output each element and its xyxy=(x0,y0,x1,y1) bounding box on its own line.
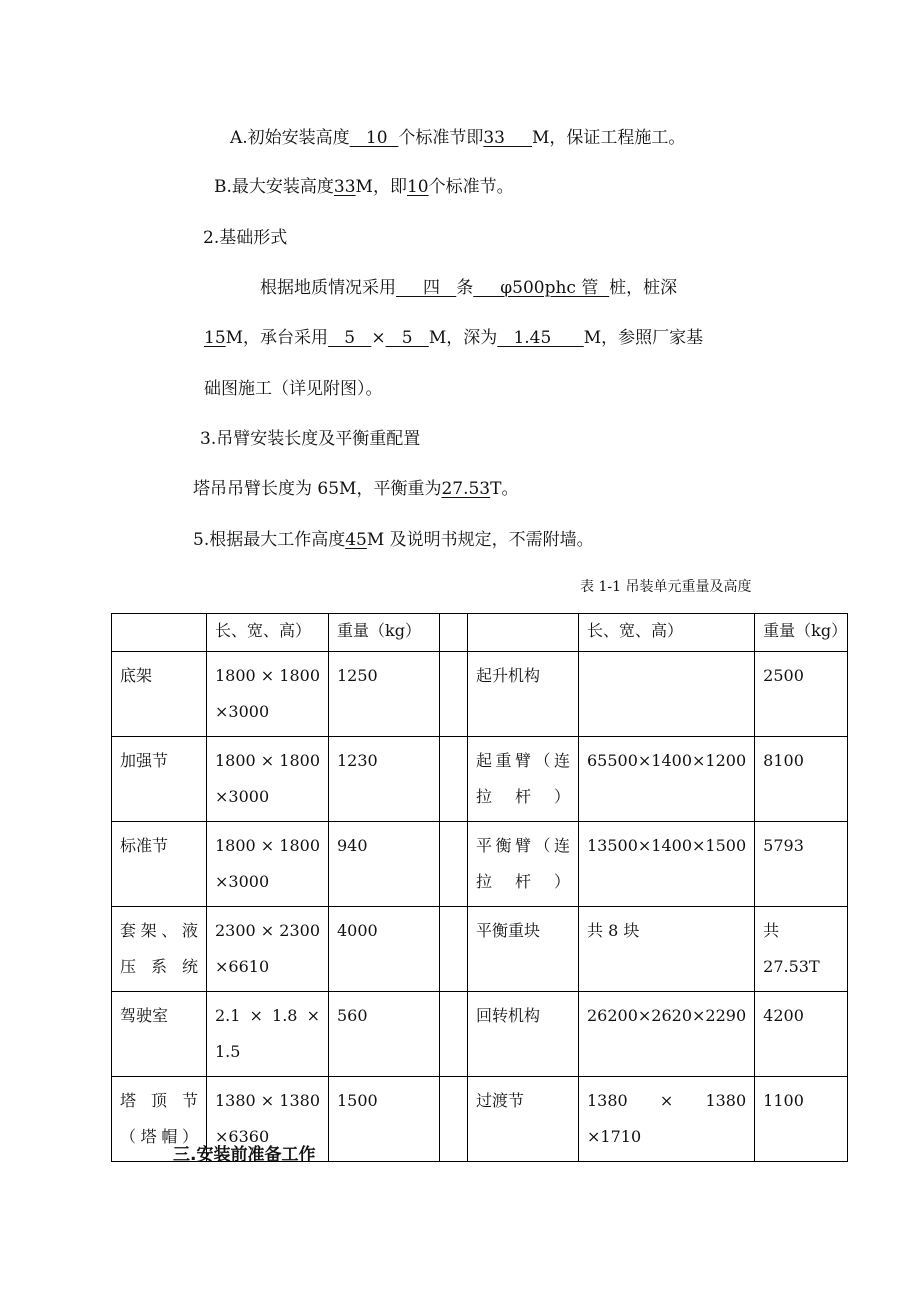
paragraph-foundation-line1 xyxy=(260,276,677,300)
underlined-value: 33 xyxy=(333,177,356,197)
text: M，即 xyxy=(355,177,407,197)
table-row xyxy=(112,652,848,737)
text: 塔吊吊臂长度为 65M，平衡重为 xyxy=(193,479,442,499)
text: T。 xyxy=(490,479,519,499)
text: 个标准节即 xyxy=(398,128,484,148)
paragraph-initial-height xyxy=(230,126,685,150)
table-row xyxy=(112,822,848,907)
table-row xyxy=(112,992,848,1077)
table-cell xyxy=(440,822,468,907)
table-cell: 13500×1400×1500 xyxy=(579,822,755,907)
table-cell xyxy=(579,652,755,737)
underlined-value: 1.45 xyxy=(497,328,584,348)
table-row xyxy=(112,737,848,822)
header-cell xyxy=(468,614,579,652)
table-cell: 5793 xyxy=(755,822,848,907)
underlined-value: 10 xyxy=(406,177,429,197)
table-cell: 加强节 xyxy=(112,737,207,822)
table-cell: 平衡重块 xyxy=(468,907,579,992)
table-cell: 2300 × 2300 ×6610 xyxy=(207,907,329,992)
table-cell: 2500 xyxy=(755,652,848,737)
header-cell: 重量（kg） xyxy=(329,614,440,652)
table-cell: 940 xyxy=(329,822,440,907)
lifting-unit-table xyxy=(111,613,848,1162)
text: M 及说明书规定，不需附墙。 xyxy=(366,530,594,550)
text: M，保证工程施工。 xyxy=(532,128,686,148)
heading-jib-config: 3.吊臂安装长度及平衡重配置 xyxy=(200,429,421,449)
text: × xyxy=(371,328,386,348)
table-cell: 1800 × 1800 ×3000 xyxy=(207,822,329,907)
underlined-value: φ500phc 管 xyxy=(473,278,610,298)
table-cell: 1800 × 1800 ×3000 xyxy=(207,652,329,737)
header-cell: 长、宽、高） xyxy=(207,614,329,652)
header-cell xyxy=(440,614,468,652)
paragraph-foundation-line3: 础图施工（详见附图）。 xyxy=(204,379,383,399)
heading-foundation: 2.基础形式 xyxy=(203,228,288,248)
underlined-value: 10 xyxy=(349,128,399,148)
table-cell: 共 8 块 xyxy=(579,907,755,992)
text: M，承台采用 xyxy=(225,328,329,348)
text: M，参照厂家基 xyxy=(583,328,704,348)
text: M，深为 xyxy=(428,328,498,348)
paragraph-wall-tie xyxy=(193,528,594,552)
table-cell: 塔 顶 节（塔帽） xyxy=(112,1077,207,1162)
table-cell: 8100 xyxy=(755,737,848,822)
table-cell: 1250 xyxy=(329,652,440,737)
table-cell: 过渡节 xyxy=(468,1077,579,1162)
table-cell: 4000 xyxy=(329,907,440,992)
table-cell: 1380 × 1380 ×6360 xyxy=(207,1077,329,1162)
table-cell xyxy=(440,907,468,992)
header-cell: 重量（kg） xyxy=(755,614,848,652)
underlined-value: 15 xyxy=(204,328,226,348)
table-cell: 驾驶室 xyxy=(112,992,207,1077)
table-cell: 底架 xyxy=(112,652,207,737)
text: B.最大安装高度 xyxy=(214,177,334,197)
underlined-value: 5 xyxy=(385,328,429,348)
table-cell: 1500 xyxy=(329,1077,440,1162)
table-cell xyxy=(440,992,468,1077)
table-cell: 1230 xyxy=(329,737,440,822)
table-cell xyxy=(440,652,468,737)
table-cell: 4200 xyxy=(755,992,848,1077)
table-cell: 起升机构 xyxy=(468,652,579,737)
table-cell: 560 xyxy=(329,992,440,1077)
paragraph-jib-length xyxy=(193,477,518,501)
section-title: 三.安装前准备工作 xyxy=(173,1145,316,1165)
table-cell: 回转机构 xyxy=(468,992,579,1077)
text: 桩，桩深 xyxy=(609,278,678,298)
table-cell: 65500×1400×1200 xyxy=(579,737,755,822)
table-cell: 1800 × 1800 ×3000 xyxy=(207,737,329,822)
underlined-value: 5 xyxy=(328,328,372,348)
text: A.初始安装高度 xyxy=(230,128,350,148)
table-cell: 2.1 × 1.8 × 1.5 xyxy=(207,992,329,1077)
underlined-value: 45 xyxy=(345,530,367,550)
text: 根据地质情况采用 xyxy=(260,278,396,298)
underlined-value: 27.53 xyxy=(441,479,491,499)
table-cell xyxy=(440,737,468,822)
table-cell: 套架、液压系统 xyxy=(112,907,207,992)
table-cell: 起重臂（连拉杆） xyxy=(468,737,579,822)
table-cell: 标准节 xyxy=(112,822,207,907)
text: 5.根据最大工作高度 xyxy=(193,530,346,550)
table-cell xyxy=(440,1077,468,1162)
table-cell: 共 27.53T xyxy=(755,907,848,992)
underlined-value: 33 xyxy=(483,128,532,148)
header-cell xyxy=(112,614,207,652)
table-cell: 26200×2620×2290 xyxy=(579,992,755,1077)
table-caption: 表 1-1 吊装单元重量及高度 xyxy=(580,579,752,595)
text: 个标准节。 xyxy=(428,177,514,197)
table-cell: 1380 × 1380 ×1710 xyxy=(579,1077,755,1162)
table-cell: 1100 xyxy=(755,1077,848,1162)
header-cell: 长、宽、高） xyxy=(579,614,755,652)
paragraph-max-height xyxy=(214,175,514,199)
underlined-value: 四 xyxy=(396,278,457,298)
table-header-row xyxy=(112,614,848,652)
paragraph-foundation-line2 xyxy=(204,326,703,350)
table-row xyxy=(112,907,848,992)
text: 条 xyxy=(456,278,474,298)
table-cell: 平衡臂（连拉杆） xyxy=(468,822,579,907)
